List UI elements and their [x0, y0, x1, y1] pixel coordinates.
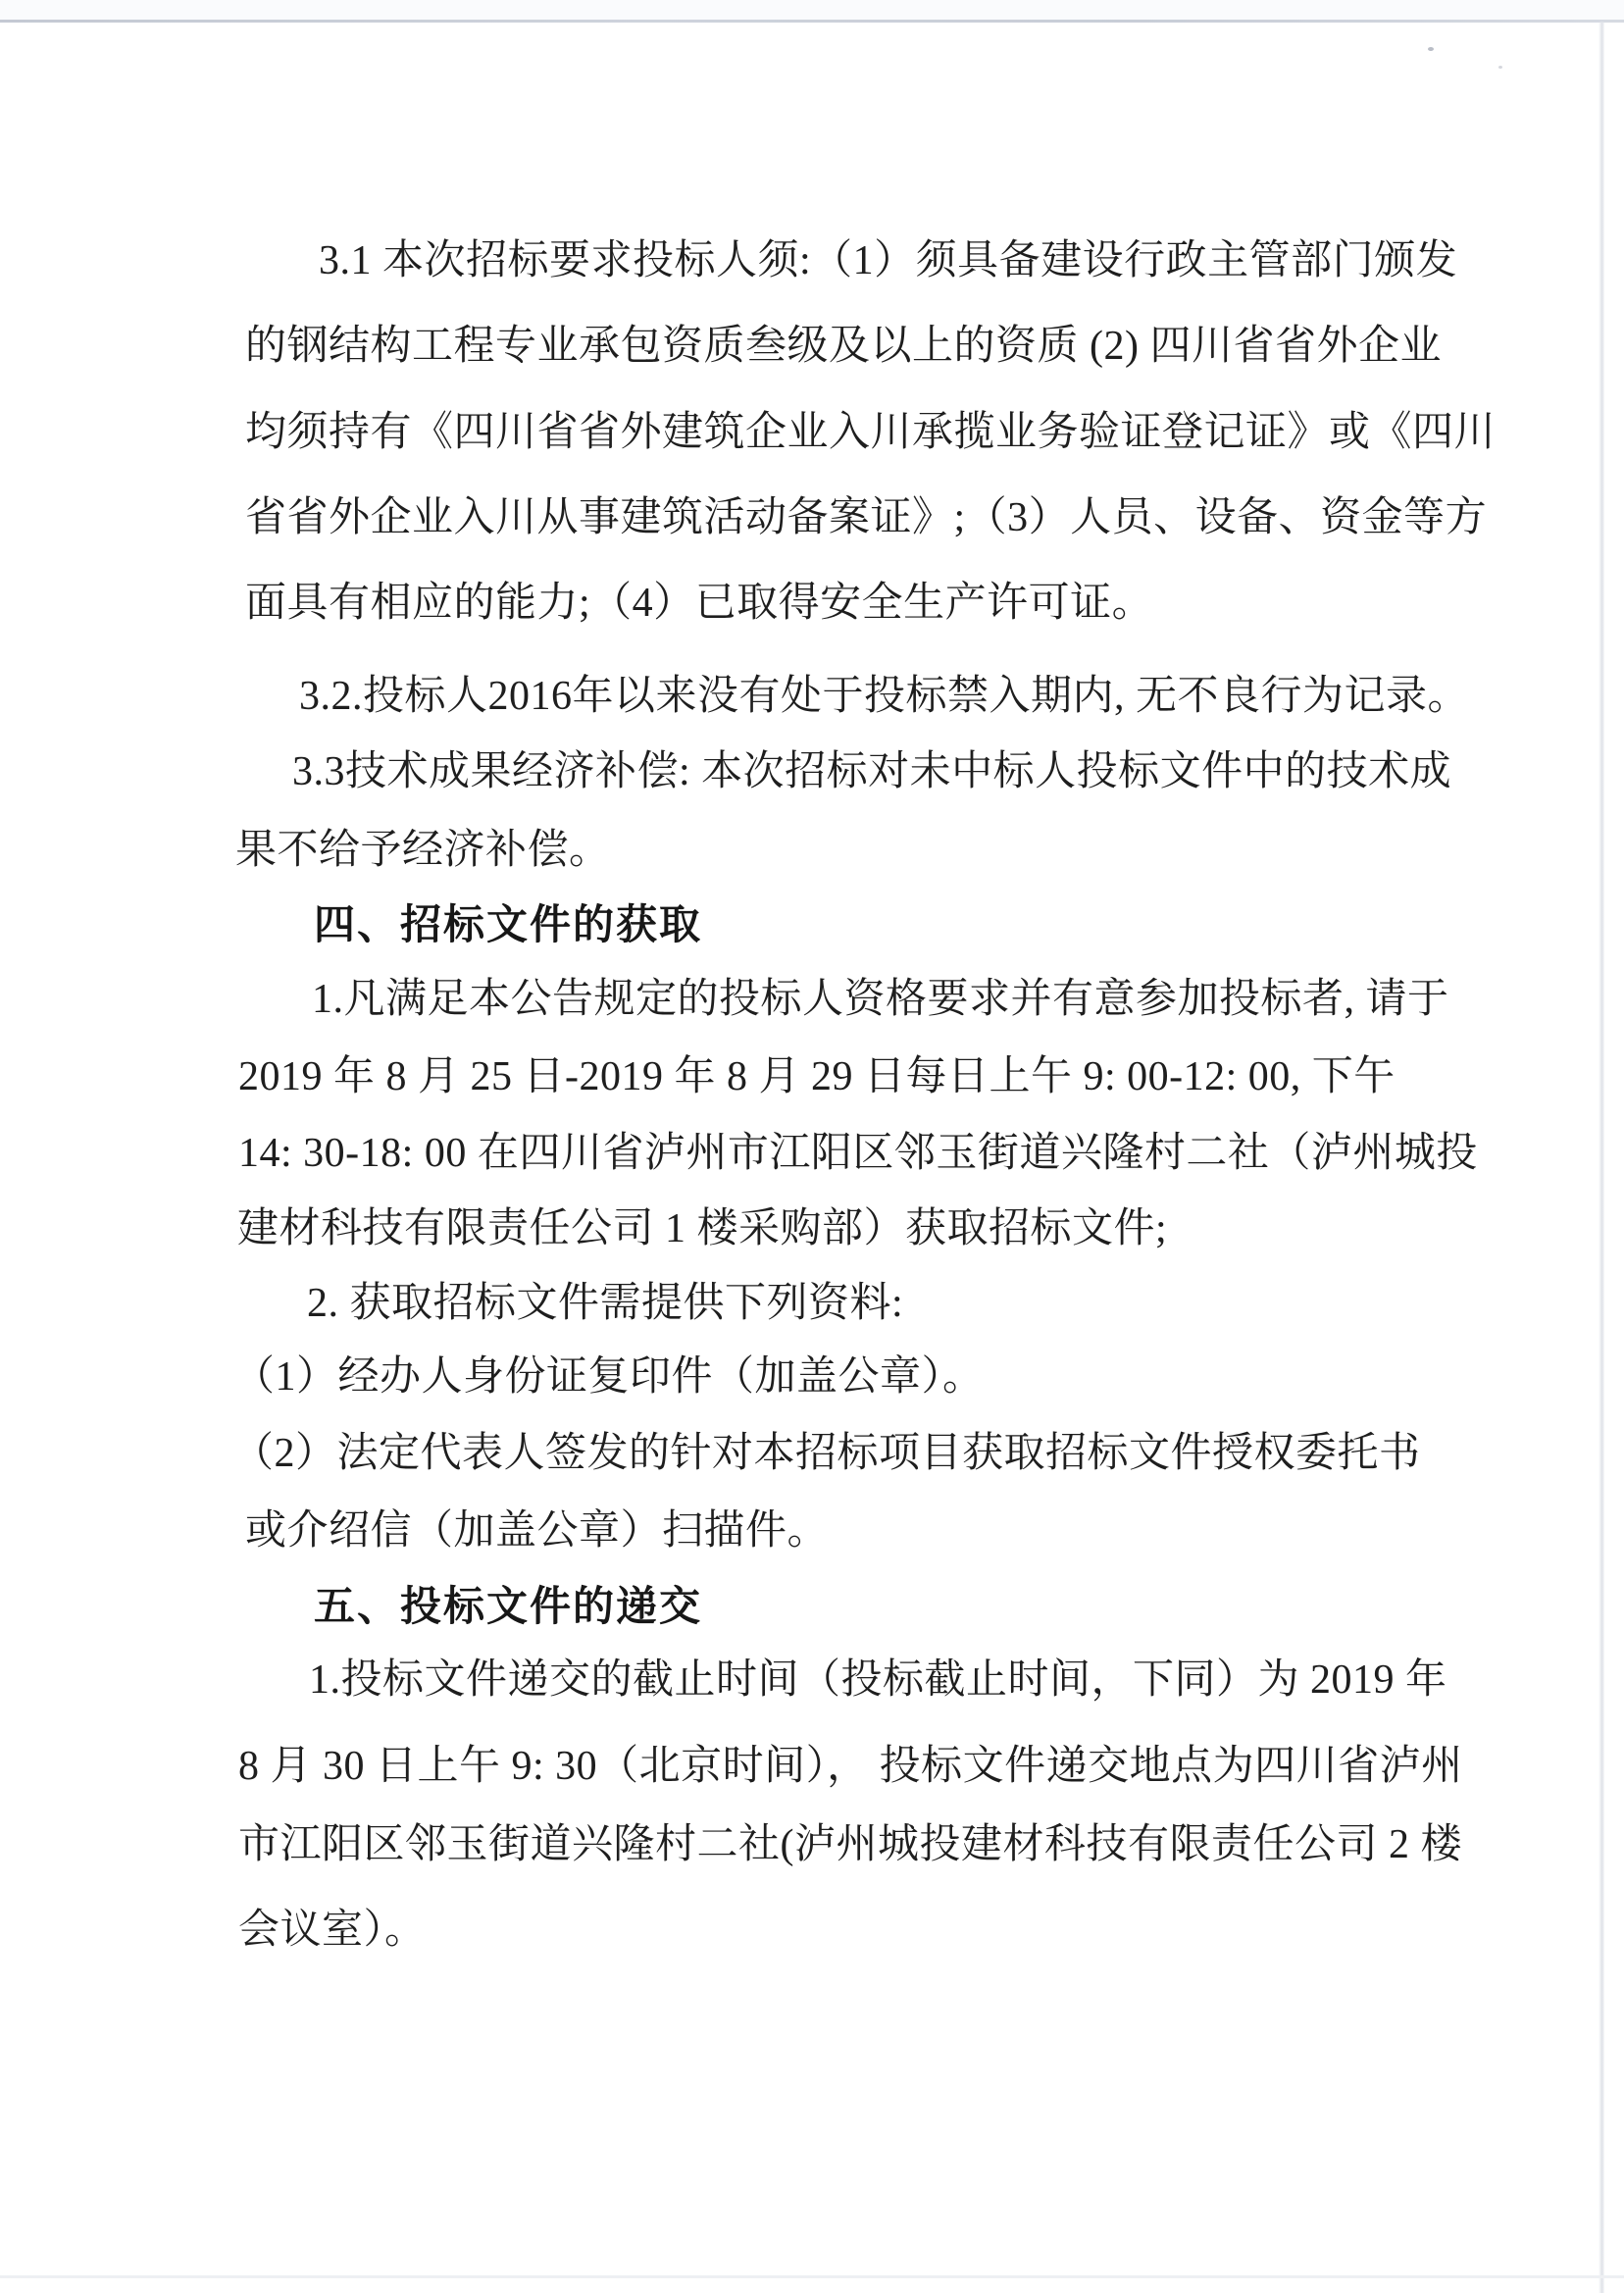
text-line: 3.3技术成果经济补偿: 本次招标对未中标人投标文件中的技术成 — [292, 749, 1452, 794]
text-line: 14: 30-18: 00 在四川省泸州市江阳区邻玉街道兴隆村二社（泸州城投 — [238, 1131, 1478, 1176]
text-line: 建材科技有限责任公司 1 楼采购部）获取招标文件; — [237, 1206, 1168, 1251]
text-line: 2019 年 8 月 25 日-2019 年 8 月 29 日每日上午 9: 00-12: 00, 下午 — [238, 1054, 1396, 1099]
text-line: 或介绍信（加盖公章）扫描件。 — [245, 1508, 830, 1554]
text-line: （1）经办人身份证复印件（加盖公章）。 — [233, 1354, 985, 1400]
text-line: （2）法定代表人签发的针对本招标项目获取招标文件授权委托书 — [232, 1431, 1421, 1476]
scan-speck — [1428, 47, 1434, 51]
text-line: 市江阳区邻玉街道兴隆村二社(泸州城投建材科技有限责任公司 2 楼 — [238, 1822, 1462, 1867]
scan-top-edge-line — [0, 20, 1624, 23]
scan-right-edge-shadow — [1599, 22, 1604, 2293]
text-line: 1.投标文件递交的截止时间（投标截止时间，下同）为 2019 年 — [309, 1657, 1447, 1703]
text-line: 果不给予经济补偿。 — [235, 828, 611, 873]
section-heading-5: 五、投标文件的递交 — [314, 1583, 703, 1629]
text-line: 均须持有《四川省省外建筑企业入川承揽业务验证登记证》或《四川 — [245, 410, 1497, 455]
scan-speck — [1498, 66, 1502, 69]
scan-bottom-edge-line — [0, 2275, 1624, 2278]
scan-top-strip — [0, 0, 1624, 20]
text-line: 面具有相应的能力;（4）已取得安全生产许可证。 — [245, 581, 1154, 626]
text-line: 会议室）。 — [238, 1908, 427, 1953]
text-line: 2. 获取招标文件需提供下列资料: — [307, 1281, 904, 1326]
text-line: 省省外企业入川从事建筑活动备案证》;（3）人员、设备、资金等方 — [245, 495, 1488, 540]
text-line: 3.2.投标人2016年以来没有处于投标禁入期内, 无不良行为记录。 — [299, 674, 1470, 719]
text-line: 3.1 本次招标要求投标人须:（1）须具备建设行政主管部门颁发 — [319, 238, 1458, 283]
text-line: 的钢结构工程专业承包资质叁级及以上的资质 (2) 四川省省外企业 — [245, 324, 1442, 369]
text-line: 8 月 30 日上午 9: 30（北京时间）， 投标文件递交地点为四川省泸州 — [238, 1744, 1463, 1789]
section-heading-4: 四、招标文件的获取 — [314, 901, 703, 947]
text-line: 1.凡满足本公告规定的投标人资格要求并有意参加投标者, 请于 — [312, 977, 1449, 1022]
